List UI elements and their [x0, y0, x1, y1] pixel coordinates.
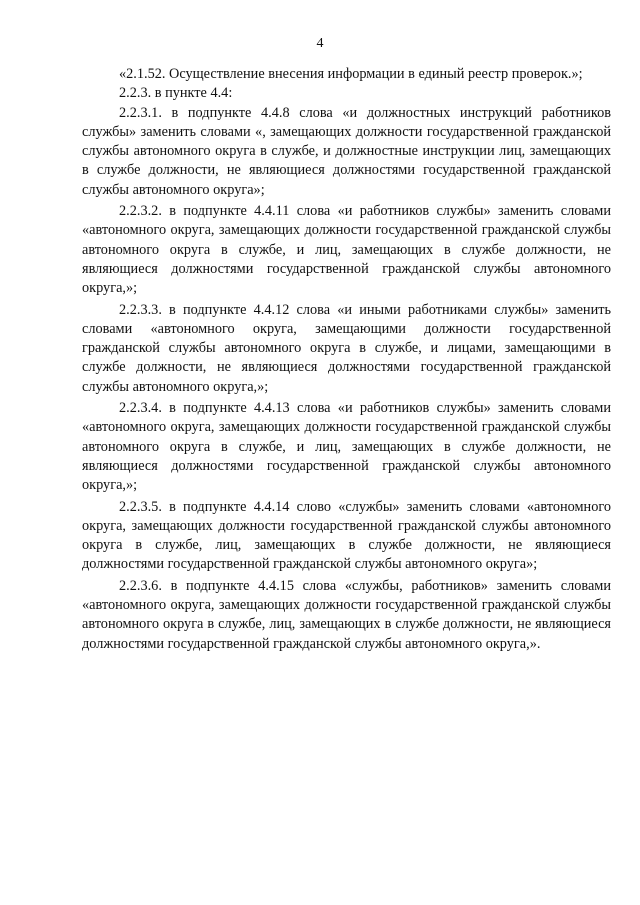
paragraph-2-1-52: «2.1.52. Осуществление внесения информации в единый реестр проверок.»;: [119, 66, 583, 82]
page-number: 4: [316, 36, 324, 51]
paragraph-2-2-3-6: 2.2.3.6. в подпункте 4.4.15 слова «службы, работников» заменить словами «автономного округа, замещающих должности государственной гражданской службы автономного округа в службе, лиц, замещающих в службе должности, не являющиеся должностями государственной гражданской службы автономного округа,».: [82, 577, 611, 652]
paragraph-2-2-3-1: 2.2.3.1. в подпункте 4.4.8 слова «и должностных инструкций работников службы» заменить словами «, замещающих должности государственной гражданской службы автономного округа в службе, и должностные инструкции лиц, замещающих в службе должности, не являющиеся должностями государственной гражданской службы автономного округа»;: [82, 104, 611, 198]
paragraph-2-2-3-4: 2.2.3.4. в подпункте 4.4.13 слова «и работников службы» заменить словами «автономного округа, замещающих должности государственной гражданской службы автономного округа в службе, и лиц, замещающих в службе должности, не являющиеся должностями государственной гражданской службы автономного округа,»;: [82, 400, 611, 494]
paragraph-2-2-3-3: 2.2.3.3. в подпункте 4.4.12 слова «и иными работниками службы» заменить словами «автономного округа, замещающими должности государственной гражданской службы автономного округа в службе, и лицами, замещающими в службе должности, не являющиеся должностями государственной гражданской службы автономного округа,»;: [82, 301, 611, 395]
document-body: [82, 65, 611, 654]
paragraph-2-2-3-5: 2.2.3.5. в подпункте 4.4.14 слово «службы» заменить словами «автономного округа, замещающих должности государственной гражданской службы автономного округа в службе, лиц, замещающих в службе должности, не являющиеся должностями государственной гражданской службы автономного округа»;: [82, 498, 611, 573]
paragraph-2-2-3: 2.2.3. в пункте 4.4:: [119, 85, 233, 102]
paragraph-2-2-3-2: 2.2.3.2. в подпункте 4.4.11 слова «и работников службы» заменить словами «автономного округа, замещающих должности государственной гражданской службы автономного округа в службе, и лиц, замещающих в службе должности, не являющиеся должностями государственной гражданской службы автономного округа,»;: [82, 203, 611, 297]
